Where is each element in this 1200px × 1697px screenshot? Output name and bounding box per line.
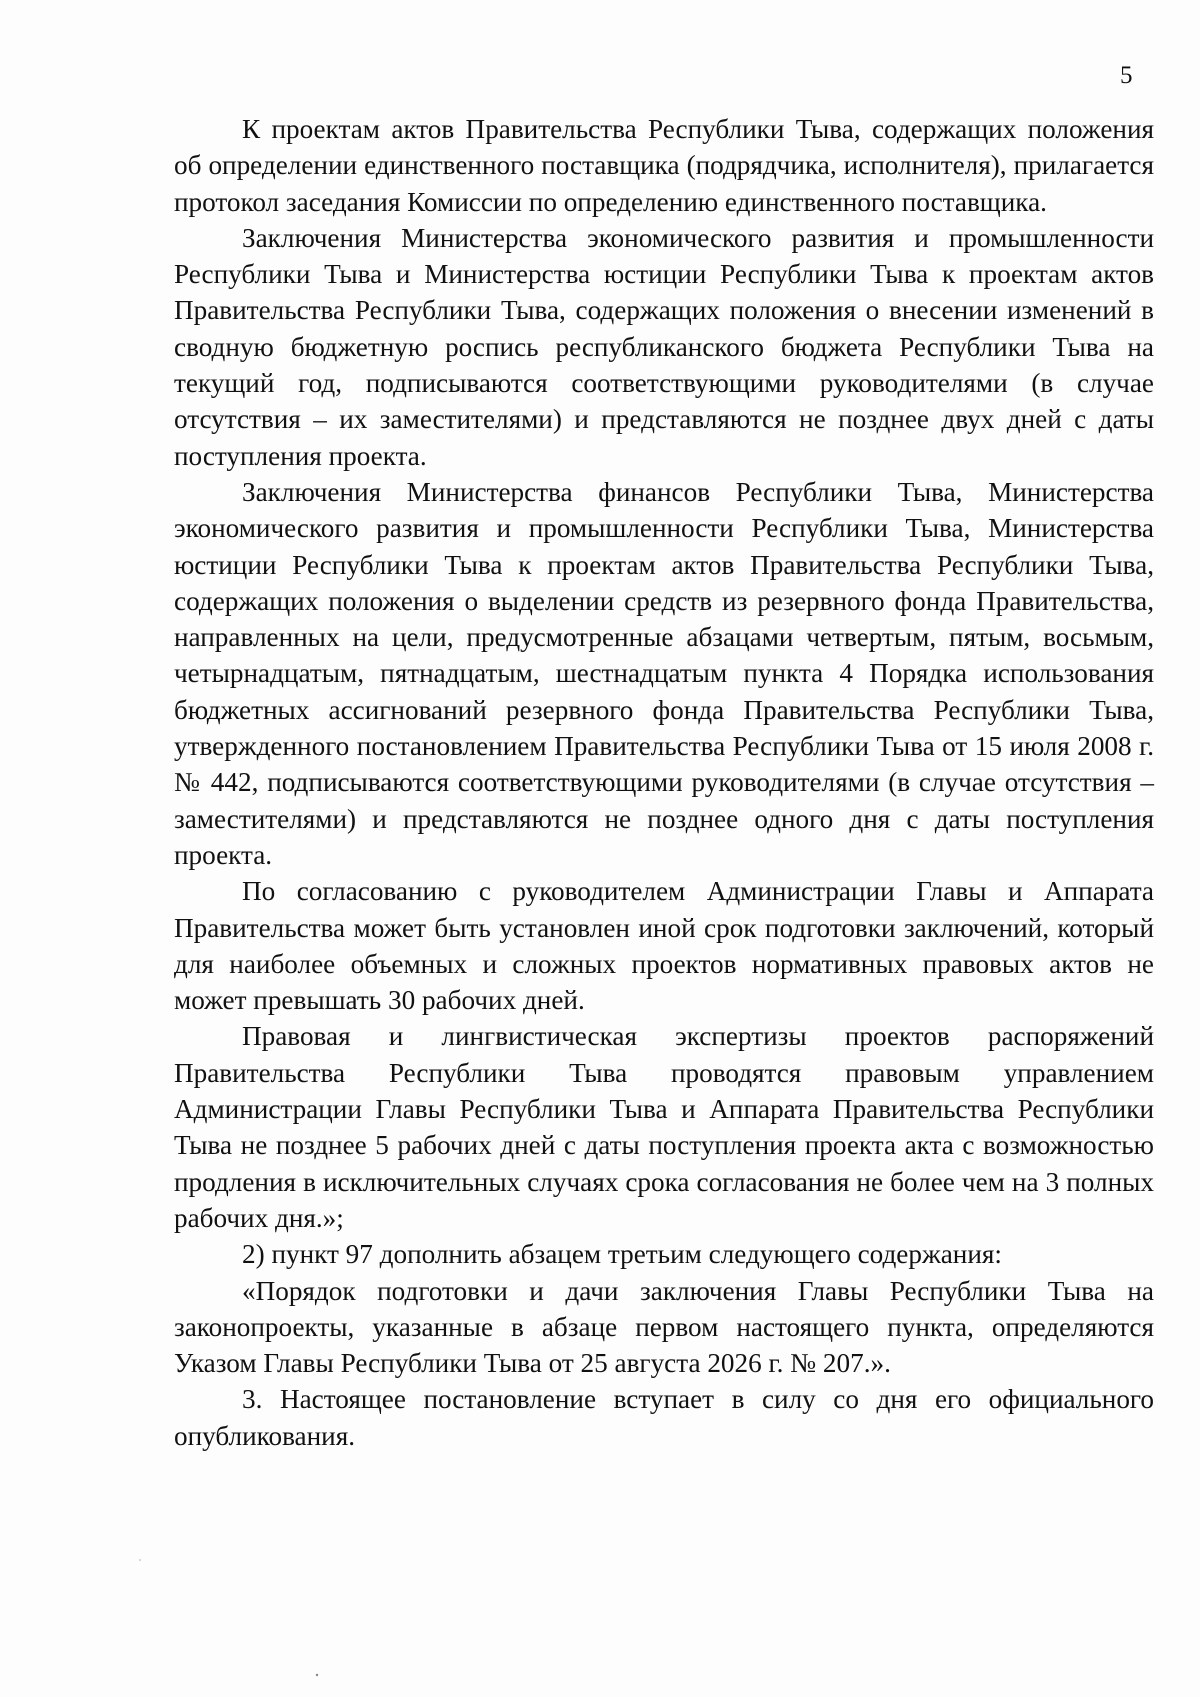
paragraph-quoted-addition: «Порядок подготовки и дачи заключения Главы Республики Тыва на законопроекты, указанные в абзаце первом настоящего пункта, определяются Указом Главы Республики Тыва от 25 августа 2026 г. № 207.». xyxy=(174,1275,1154,1379)
document-body xyxy=(174,111,1154,1454)
paragraph-reserve-fund-conclusions: Заключения Министерства финансов Республики Тыва, Министерства экономического развития и промышленности Республики Тыва, Министерства юстиции Республики Тыва к проектам актов Правительства Республики Тыва, содержащих положения о выделении средств из резервного фонда Правительства, направленных на цели, предусмотренные абзацами четвертым, пятым, восьмым, четырнадцатым, пятнадцатым, шестнадцатым пункта 4 Порядка использования бюджетных ассигнований резервного фонда Правительства Республики Тыва, утвержденного постановлением Правительства Республики Тыва от 15 июля 2008 г. № 442, подписываются соответствующими руководителями (в случае отсутствия – заместителями) и представляются не позднее одного дня с даты поступления проекта. xyxy=(174,476,1154,870)
page-number: 5 xyxy=(1120,62,1133,89)
paragraph-item-3-entry-into-force: 3. Настоящее постановление вступает в силу со дня его официального опубликования. xyxy=(174,1384,1154,1451)
paragraph-deadline-agreement: По согласованию с руководителем Администрации Главы и Аппарата Правительства может быть установлен иной срок подготовки заключений, который для наиболее объемных и сложных проектов нормативных правовых актов не может превышать 30 рабочих дней. xyxy=(174,876,1154,1016)
paragraph-budget-changes-conclusions: Заключения Министерства экономического развития и промышленности Республики Тыва и Министерства юстиции Республики Тыва к проектам актов Правительства Республики Тыва, содержащих положения о внесении изменений в сводную бюджетную роспись республиканского бюджета Республики Тыва на текущий год, подписываются соответствующими руководителями (в случае отсутствия – их заместителями) и представляются не позднее двух дней с даты поступления проекта. xyxy=(174,222,1154,471)
paragraph-legal-expertise: Правовая и лингвистическая экспертизы проектов распоряжений Правительства Республики Тыва проводятся правовым управлением Администрации Главы Республики Тыва и Аппарата Правительства Республики Тыва не позднее 5 рабочих дней с даты поступления проекта акта с возможностью продления в исключительных случаях срока согласования не более чем на 3 полных рабочих дня.»; xyxy=(174,1021,1154,1233)
paragraph-single-supplier-protocol: К проектам актов Правительства Республики Тыва, содержащих положения об определении единственного поставщика (подрядчика, исполнителя), прилагается протокол заседания Комиссии по определению единственного поставщика. xyxy=(174,114,1154,217)
paragraph-item-2: 2) пункт 97 дополнить абзацем третьим следующего содержания: xyxy=(242,1239,1002,1270)
